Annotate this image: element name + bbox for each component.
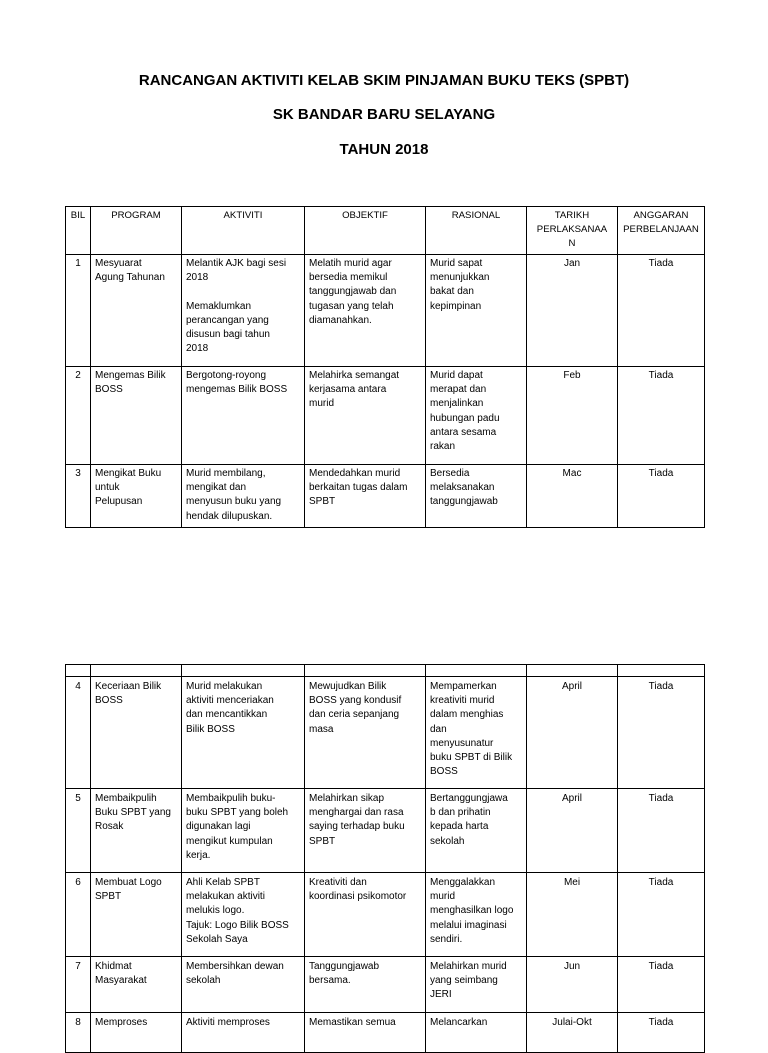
row-number: 7 bbox=[75, 961, 81, 972]
table-cell bbox=[66, 665, 91, 677]
header-program: PROGRAM bbox=[91, 207, 182, 255]
rasional-cell: Melancarkan bbox=[430, 1017, 488, 1028]
table-cell bbox=[182, 465, 305, 528]
table-cell bbox=[66, 255, 91, 367]
program-cell: Mengikat Buku untuk Pelupusan bbox=[95, 468, 162, 508]
table-cell bbox=[305, 789, 426, 873]
table-cell bbox=[91, 677, 182, 789]
table-header-row bbox=[66, 207, 705, 255]
program-cell: Memproses bbox=[95, 1017, 148, 1028]
rasional-cell: Mempamerkan kreativiti murid dalam menghias dan menyusunatur buku SPBT di Bilik BOSS bbox=[430, 681, 513, 778]
program-cell: Mesyuarat Agung Tahunan bbox=[95, 258, 165, 284]
table-cell bbox=[527, 873, 618, 957]
table-cell bbox=[305, 465, 426, 528]
row-number: 4 bbox=[75, 681, 81, 692]
table-cell bbox=[91, 873, 182, 957]
table-cell bbox=[66, 677, 91, 789]
anggaran-cell: Tiada bbox=[648, 468, 674, 479]
table-cell bbox=[305, 957, 426, 1013]
table-cell bbox=[618, 677, 705, 789]
aktiviti-cell: Murid melakukan aktiviti menceriakan dan mencantikkan Bilik BOSS bbox=[186, 681, 274, 735]
table-cell bbox=[527, 789, 618, 873]
table-cell bbox=[91, 1013, 182, 1053]
aktiviti-cell: Membaikpulih buku- buku SPBT yang boleh digunakan lagi mengikut kumpulan kerja. bbox=[186, 793, 289, 861]
anggaran-cell: Tiada bbox=[648, 877, 674, 888]
objektif-cell: Melahirka semangat kerjasama antara murid bbox=[309, 370, 400, 410]
table-cell bbox=[305, 255, 426, 367]
table-cell bbox=[182, 255, 305, 367]
table-cell bbox=[66, 873, 91, 957]
table-cell bbox=[426, 873, 527, 957]
rasional-cell: Murid sapat menunjukkan bakat dan kepimpinan bbox=[430, 258, 490, 312]
table-cell bbox=[66, 957, 91, 1013]
anggaran-cell: Tiada bbox=[648, 793, 674, 804]
aktiviti-cell: Ahli Kelab SPBT melakukan aktiviti melukis logo. Tajuk: Logo Bilik BOSS Sekolah Saya bbox=[186, 877, 289, 945]
school-name: SK BANDAR BARU SELAYANG bbox=[272, 106, 496, 123]
objektif-cell: Melatih murid agar bersedia memikul tanggungjawab dan tugasan yang telah diamanahkan. bbox=[309, 258, 397, 326]
objektif-cell: Mewujudkan Bilik BOSS yang kondusif dan ceria sepanjang masa bbox=[309, 681, 402, 735]
table-cell bbox=[527, 665, 618, 677]
table-cell bbox=[426, 677, 527, 789]
tarikh-cell: April bbox=[561, 793, 582, 804]
tarikh-cell: Julai-Okt bbox=[552, 1017, 592, 1028]
objektif-cell: Memastikan semua bbox=[309, 1017, 396, 1028]
activity-table-page1 bbox=[65, 206, 705, 528]
table-cell bbox=[66, 1013, 91, 1053]
row-number: 3 bbox=[75, 468, 81, 479]
document-title: RANCANGAN AKTIVITI KELAB SKIM PINJAMAN BUKU TEKS (SPBT) bbox=[138, 72, 630, 89]
table-row bbox=[66, 1013, 705, 1053]
table-cell bbox=[618, 873, 705, 957]
objektif-cell: Kreativiti dan koordinasi psikomotor bbox=[309, 877, 407, 903]
table-row bbox=[66, 255, 705, 367]
table-cell bbox=[182, 873, 305, 957]
table-cell bbox=[426, 255, 527, 367]
table-cell bbox=[182, 367, 305, 465]
anggaran-cell: Tiada bbox=[648, 681, 674, 692]
table-cell bbox=[618, 465, 705, 528]
tarikh-cell: Jan bbox=[563, 258, 581, 269]
header-tarikh: TARIKH PERLAKSANAA N bbox=[527, 207, 618, 255]
row-number: 5 bbox=[75, 793, 81, 804]
table-row bbox=[66, 367, 705, 465]
tarikh-cell: April bbox=[561, 681, 582, 692]
table-cell bbox=[426, 367, 527, 465]
program-cell: Membaikpulih Buku SPBT yang Rosak bbox=[95, 793, 171, 833]
tarikh-cell: Mac bbox=[562, 468, 582, 479]
rasional-cell: Menggalakkan murid menghasilkan logo melalui imaginasi sendiri. bbox=[430, 877, 514, 945]
table-cell bbox=[618, 367, 705, 465]
header-rasional: RASIONAL bbox=[426, 207, 527, 255]
table-cell bbox=[618, 1013, 705, 1053]
table-cell bbox=[305, 665, 426, 677]
aktiviti-cell: Membersihkan dewan sekolah bbox=[186, 961, 284, 987]
header-objektif: OBJEKTIF bbox=[305, 207, 426, 255]
tarikh-cell: Mei bbox=[563, 877, 581, 888]
objektif-cell: Melahirkan sikap menghargai dan rasa saying terhadap buku SPBT bbox=[309, 793, 405, 847]
table-cell bbox=[305, 367, 426, 465]
table-cell bbox=[305, 873, 426, 957]
row-number: 6 bbox=[75, 877, 81, 888]
table-cell bbox=[527, 957, 618, 1013]
table-cell bbox=[91, 665, 182, 677]
table-cell bbox=[182, 789, 305, 873]
table-cell bbox=[66, 465, 91, 528]
blank-header-row bbox=[66, 665, 705, 677]
table-cell bbox=[527, 367, 618, 465]
rasional-cell: Bersedia melaksanakan tanggungjawab bbox=[430, 468, 498, 508]
table-row bbox=[66, 957, 705, 1013]
anggaran-cell: Tiada bbox=[648, 961, 674, 972]
table-cell bbox=[91, 957, 182, 1013]
table-cell bbox=[527, 677, 618, 789]
table-cell bbox=[182, 677, 305, 789]
anggaran-cell: Tiada bbox=[648, 258, 674, 269]
table-cell bbox=[66, 789, 91, 873]
table-row bbox=[66, 465, 705, 528]
objektif-cell: Tanggungjawab bersama. bbox=[309, 961, 380, 987]
table-row bbox=[66, 677, 705, 789]
table-cell bbox=[426, 1013, 527, 1053]
row-number: 1 bbox=[75, 258, 81, 269]
table-cell bbox=[527, 1013, 618, 1053]
table-cell bbox=[426, 789, 527, 873]
table-row bbox=[66, 789, 705, 873]
table-cell bbox=[618, 957, 705, 1013]
table-row bbox=[66, 873, 705, 957]
table-cell bbox=[618, 665, 705, 677]
table-cell bbox=[527, 465, 618, 528]
rasional-cell: Bertanggungjawa b dan prihatin kepada harta sekolah bbox=[430, 793, 508, 847]
aktiviti-cell: Aktiviti memproses bbox=[186, 1017, 270, 1028]
header-bil: BIL bbox=[66, 207, 91, 255]
table-cell bbox=[618, 255, 705, 367]
table-cell bbox=[182, 665, 305, 677]
table-cell bbox=[426, 665, 527, 677]
table-cell bbox=[91, 255, 182, 367]
program-cell: Membuat Logo SPBT bbox=[95, 877, 162, 903]
aktiviti-cell: Melantik AJK bagi sesi 2018 Memaklumkan perancangan yang disusun bagi tahun 2018 bbox=[186, 258, 287, 355]
row-number: 2 bbox=[75, 370, 81, 381]
tarikh-cell: Jun bbox=[563, 961, 581, 972]
program-cell: Mengemas Bilik BOSS bbox=[95, 370, 166, 396]
anggaran-cell: Tiada bbox=[648, 370, 674, 381]
header-anggaran: ANGGARAN PERBELANJAAN bbox=[618, 207, 705, 255]
program-cell: Khidmat Masyarakat bbox=[95, 961, 147, 987]
table-cell bbox=[426, 957, 527, 1013]
aktiviti-cell: Murid membilang, mengikat dan menyusun buku yang hendak dilupuskan. bbox=[186, 468, 282, 522]
table-cell bbox=[182, 1013, 305, 1053]
objektif-cell: Mendedahkan murid berkaitan tugas dalam SPBT bbox=[309, 468, 408, 508]
table-cell bbox=[305, 1013, 426, 1053]
year-heading: TAHUN 2018 bbox=[339, 141, 429, 158]
table-cell bbox=[91, 465, 182, 528]
table-cell bbox=[426, 465, 527, 528]
anggaran-cell: Tiada bbox=[648, 1017, 674, 1028]
table-cell bbox=[91, 789, 182, 873]
rasional-cell: Murid dapat merapat dan menjalinkan hubungan padu antara sesama rakan bbox=[430, 370, 500, 453]
aktiviti-cell: Bergotong-royong mengemas Bilik BOSS bbox=[186, 370, 288, 396]
header-aktiviti: AKTIVITI bbox=[182, 207, 305, 255]
table-cell bbox=[618, 789, 705, 873]
table-cell bbox=[305, 677, 426, 789]
table-cell bbox=[91, 367, 182, 465]
rasional-cell: Melahirkan murid yang seimbang JERI bbox=[430, 961, 507, 1001]
activity-table-page2 bbox=[65, 664, 705, 1053]
tarikh-cell: Feb bbox=[563, 370, 581, 381]
table-cell bbox=[527, 255, 618, 367]
table-cell bbox=[66, 367, 91, 465]
program-cell: Keceriaan Bilik BOSS bbox=[95, 681, 162, 707]
table-cell bbox=[182, 957, 305, 1013]
row-number: 8 bbox=[75, 1017, 81, 1028]
